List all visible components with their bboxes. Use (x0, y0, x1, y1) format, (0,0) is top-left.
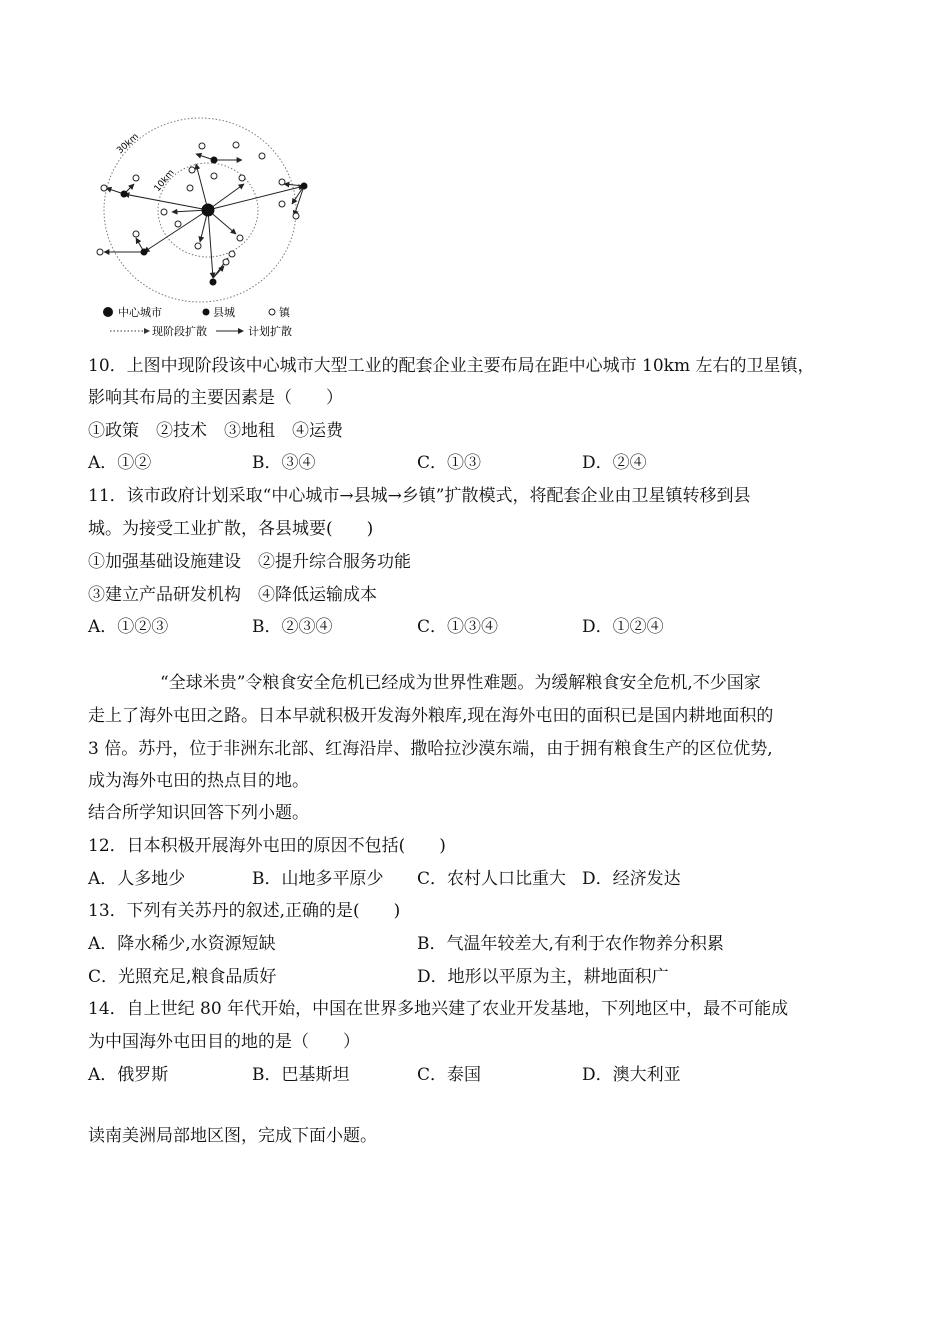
q14-stem-line1: 14．自上世纪 80 年代开始，中国在世界多地兴建了农业开发基地，下列地区中，最不可能成 (88, 999, 789, 1019)
q11-factors-1: ①加强基础设施建设 ②提升综合服务功能 (88, 552, 411, 572)
q11-option-c[interactable]: C．①③④ (417, 617, 499, 637)
q14-option-a[interactable]: A．俄罗斯 (88, 1065, 169, 1085)
q12-stem: 12．日本积极开展海外屯田的原因不包括( ) (88, 836, 446, 856)
q11-stem-line2: 城。为接受工业扩散，各县城要( ) (88, 519, 374, 539)
q14-option-b[interactable]: B．巴基斯坦 (252, 1065, 350, 1085)
q11-option-d[interactable]: D．①②④ (582, 617, 664, 637)
q12-option-b[interactable]: B．山地多平原少 (252, 869, 384, 889)
next-section-instruction: 读南美洲局部地区图，完成下面小题。 (88, 1126, 377, 1146)
legend (103, 305, 292, 338)
town-dots (97, 142, 299, 265)
planned-arrows (104, 154, 304, 278)
q13-option-a[interactable]: A．降水稀少,水资源短缺 (88, 934, 276, 954)
q11-option-a[interactable]: A．①②③ (88, 617, 169, 637)
passage-p3: 3 倍。苏丹，位于非洲东北部、红海沿岸、撒哈拉沙漠东端，由于拥有粮食生产的区位优势, (88, 739, 773, 759)
q10-factors: ①政策 ②技术 ③地租 ④运费 (88, 421, 343, 441)
legend-county: 县城 (213, 306, 235, 319)
central-city-dot (202, 204, 215, 217)
q13-option-c[interactable]: C．光照充足,粮食品质好 (88, 967, 277, 987)
q12-option-d[interactable]: D．经济发达 (582, 869, 681, 889)
q10-stem-line2: 影响其布局的主要因素是（ ） (88, 388, 343, 408)
passage-p4: 成为海外屯田的热点目的地。 (88, 771, 309, 791)
q10-option-c[interactable]: C．①③ (417, 453, 482, 473)
q10-stem-line1: 10．上图中现阶段该中心城市大型工业的配套企业主要布局在距中心城市 10km 左右的卫星镇， (88, 356, 815, 376)
city-diffusion-diagram (96, 112, 316, 344)
q12-option-a[interactable]: A．人多地少 (88, 869, 186, 889)
q11-stem-line1: 11．该市政府计划采取“中心城市→县城→乡镇”扩散模式，将配套企业由卫星镇转移到县 (88, 486, 751, 506)
legend-planned: 计划扩散 (248, 325, 292, 338)
q10-option-a[interactable]: A．①② (88, 453, 152, 473)
q14-option-c[interactable]: C．泰国 (417, 1065, 482, 1085)
q13-option-b[interactable]: B．气温年较差大,有利于农作物养分积累 (417, 934, 724, 954)
legend-current: 现阶段扩散 (152, 325, 207, 338)
q11-option-b[interactable]: B．②③④ (252, 617, 333, 637)
q10-option-b[interactable]: B．③④ (252, 453, 316, 473)
q14-option-d[interactable]: D．澳大利亚 (582, 1065, 681, 1085)
label-10km: 10km (152, 168, 177, 194)
q10-option-d[interactable]: D．②④ (582, 453, 647, 473)
legend-town: 镇 (279, 306, 290, 319)
q13-stem: 13．下列有关苏丹的叙述,正确的是( ) (88, 901, 401, 921)
passage-p1: “全球米贵”令粮食安全危机已经成为世界性难题。为缓解粮食安全危机,不少国家 (160, 673, 761, 693)
q11-factors-2: ③建立产品研发机构 ④降低运输成本 (88, 585, 377, 605)
label-30km: 30km (115, 131, 141, 157)
q14-stem-line2: 为中国海外屯田目的地的是（ ） (88, 1032, 360, 1052)
passage-instruction: 结合所学知识回答下列小题。 (88, 803, 309, 823)
q13-option-d[interactable]: D．地形以平原为主，耕地面积广 (417, 967, 669, 987)
legend-central-city: 中心城市 (118, 306, 162, 319)
passage-p2: 走上了海外屯田之路。日本早就积极开发海外粮库,现在海外屯田的面积已是国内耕地面积的 (88, 706, 774, 726)
q12-option-c[interactable]: C．农村人口比重大 (417, 869, 567, 889)
